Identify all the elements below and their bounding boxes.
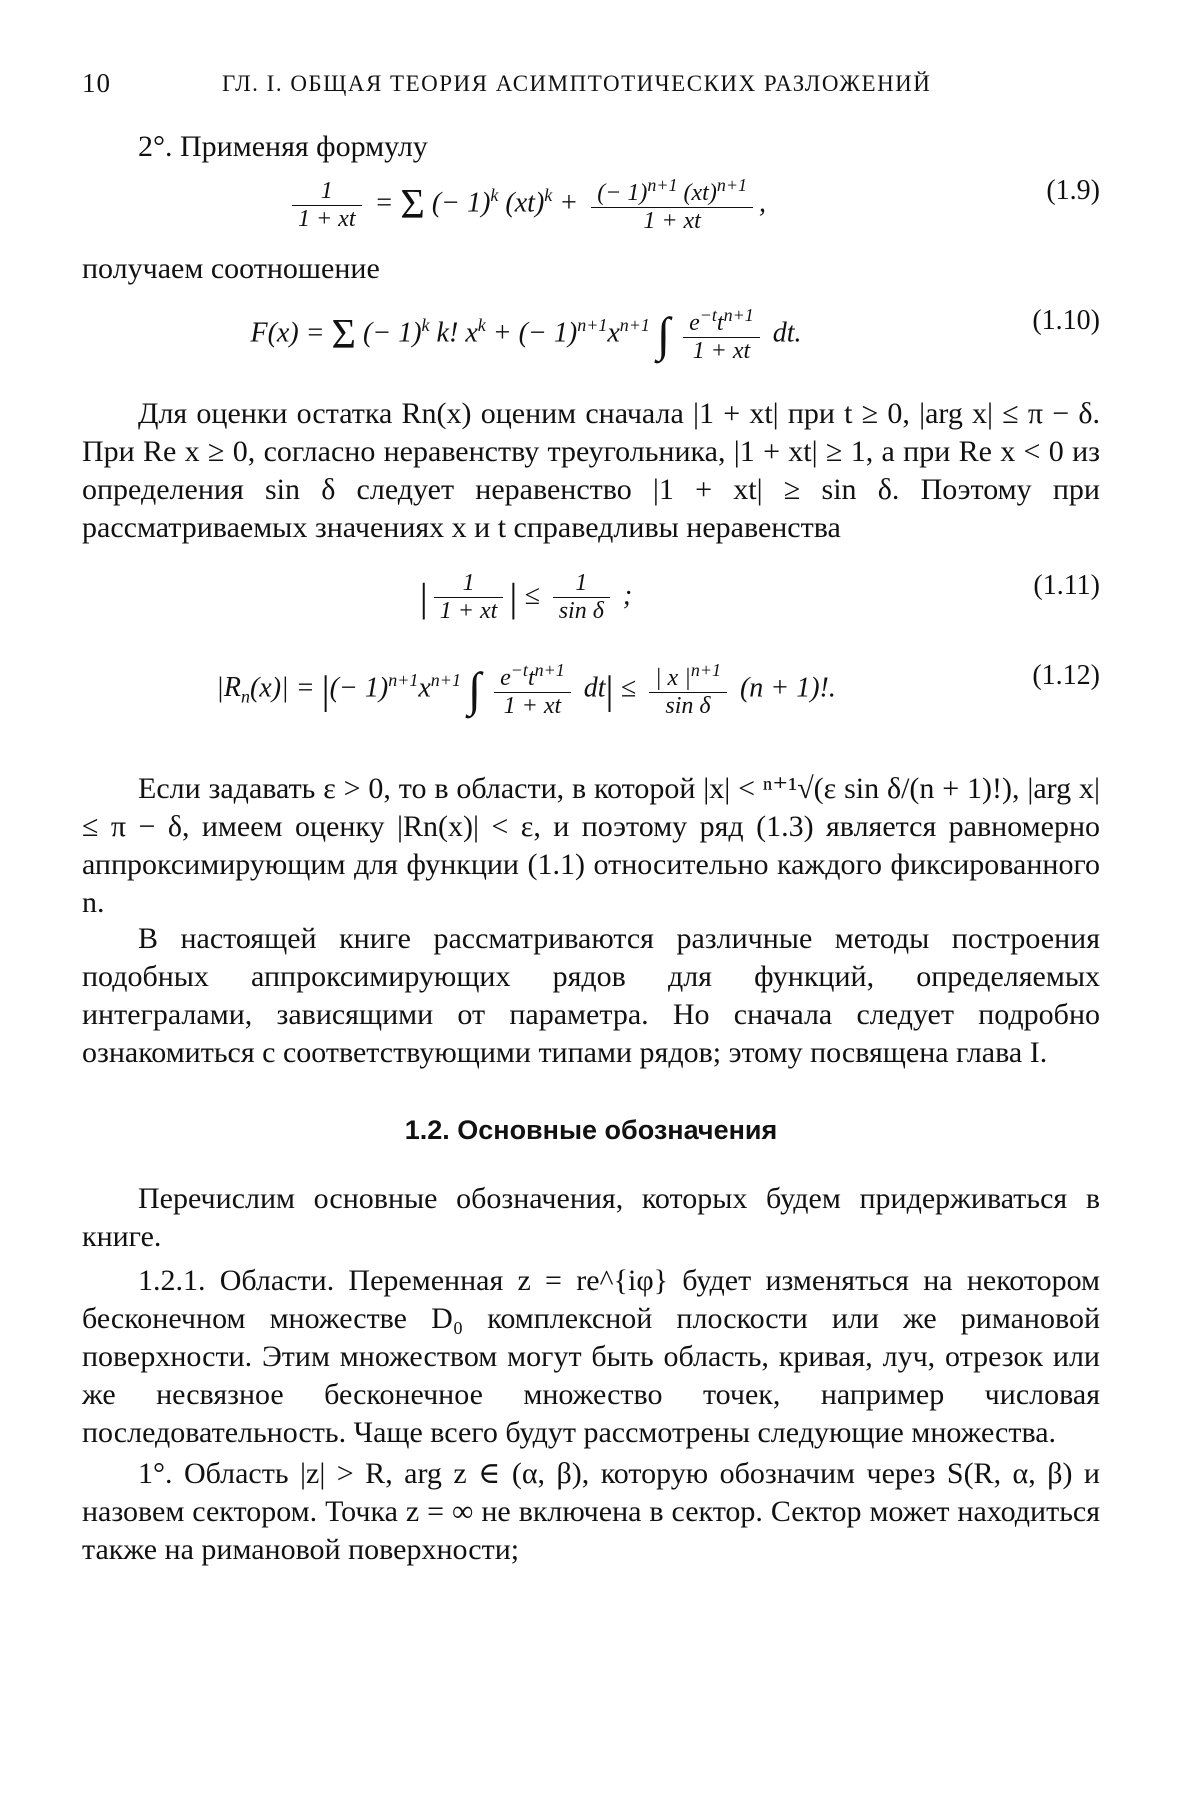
eq-number-1-12: (1.12) bbox=[1032, 660, 1100, 691]
eq-number-1-11: (1.11) bbox=[1033, 570, 1100, 601]
formula-1-11-expr: | $\frac{1}{1 + xt}$ | ≤ $\frac{1}{\text{sin δ}}$ ; bbox=[419, 570, 633, 624]
after-1-9-text: получаем соотношение bbox=[82, 252, 380, 285]
item-1-sector: 1°. Область |z| > R, arg z ∈ (α, β), которую обозначим через S(R, α, β) и назовем сектором. Точка z = ∞ не включена в сектор. Сектор может находиться также на римановой поверхности; bbox=[82, 1457, 1100, 1566]
eq-number-1-10: (1.10) bbox=[1032, 305, 1100, 336]
formula-1-11 bbox=[82, 570, 1100, 640]
chapter-title: ГЛ. I. ОБЩАЯ ТЕОРИЯ АСИМПТОТИЧЕСКИХ РАЗЛОЖЕНИЙ bbox=[222, 71, 932, 96]
formula-1-9 bbox=[82, 175, 1100, 245]
remainder-paragraph: Для оценки остатка Rn(x) оценим сначала |1 + xt| при t ≥ 0, |arg x| ≤ π − δ. При Re x ≥ 0, согласно неравенству треугольника, |1 + xt| ≥ 1, а при Re x < 0 из определения sin δ следует неравенство |1 + xt| ≥ sin δ. Поэтому при рассматриваемых значениях x и t справедливы неравенства bbox=[82, 397, 1100, 544]
eq-number-1-9: (1.9) bbox=[1046, 175, 1100, 206]
formula-1-9-expr: $\frac{1}{1 + xt}$ = Σ (− 1)$^k$ (xt)$^k$ + $\frac{(- 1)^{n+1} (xt)^{n+1}}{1 + xt}$ , bbox=[82, 175, 970, 235]
remainder-paragraph-2: Если задавать ε > 0, то в области, в которой |x| < ⁿ⁺¹√(ε sin δ/(n + 1)!), |arg x| ≤ π − δ, имеем оценку |Rn(x)| < ε, и поэтому ряд (1.3) является равномерно аппроксимирующим для функции (1.1) относительно каждого фиксированного n. bbox=[82, 772, 1100, 919]
remainder-paragraph-3: В настоящей книге рассматриваются различные методы построения подобных аппроксимирующих рядов для функций, определяемых интегралами, зависящими от параметра. Но сначала следует подробно ознакомиться с соответствующими типами рядов; этому посвящена глава I. bbox=[82, 922, 1100, 1069]
section-title: 1.2. Основные обозначения bbox=[404, 1115, 778, 1145]
formula-1-12-expr: $|R_n(x)|$ = |(− $1)^{n+1}x^{n+1}$ ∫ $\frac{e^{-t}t^{n+1}}{1 + xt}$ dt| ≤ $\frac{| x |^{n+1}}{\text{sin δ}}$ (n + 1)!. bbox=[216, 660, 836, 719]
formula-1-12 bbox=[82, 660, 1100, 730]
formula-1-10-expr: F(x) = Σ (− 1)$^k$ k! $x^k$ + (− $1)^{n+1}x^{n+1}$ ∫ $\frac{e^{-t}t^{n+1}}{1 + xt}$ dt. bbox=[250, 305, 802, 364]
page-number: 10 bbox=[82, 68, 111, 98]
item-2-label: 2°. Применяя формулу bbox=[138, 130, 428, 163]
section-intro: Перечислим основные обозначения, которых будем придерживаться в книге. bbox=[82, 1182, 1100, 1253]
formula-1-10 bbox=[82, 305, 1100, 375]
subsection-1-2-1: 1.2.1. Области. Переменная z = re^{iφ} будет изменяться на некотором бесконечном множестве D₀ комплексной плоскости или же римановой поверхности. Этим множеством могут быть область, кривая, луч, отрезок или же несвязное бесконечное множество точек, например числовая последовательность. Чаще всего будут рассмотрены следующие множества. bbox=[82, 1264, 1100, 1449]
